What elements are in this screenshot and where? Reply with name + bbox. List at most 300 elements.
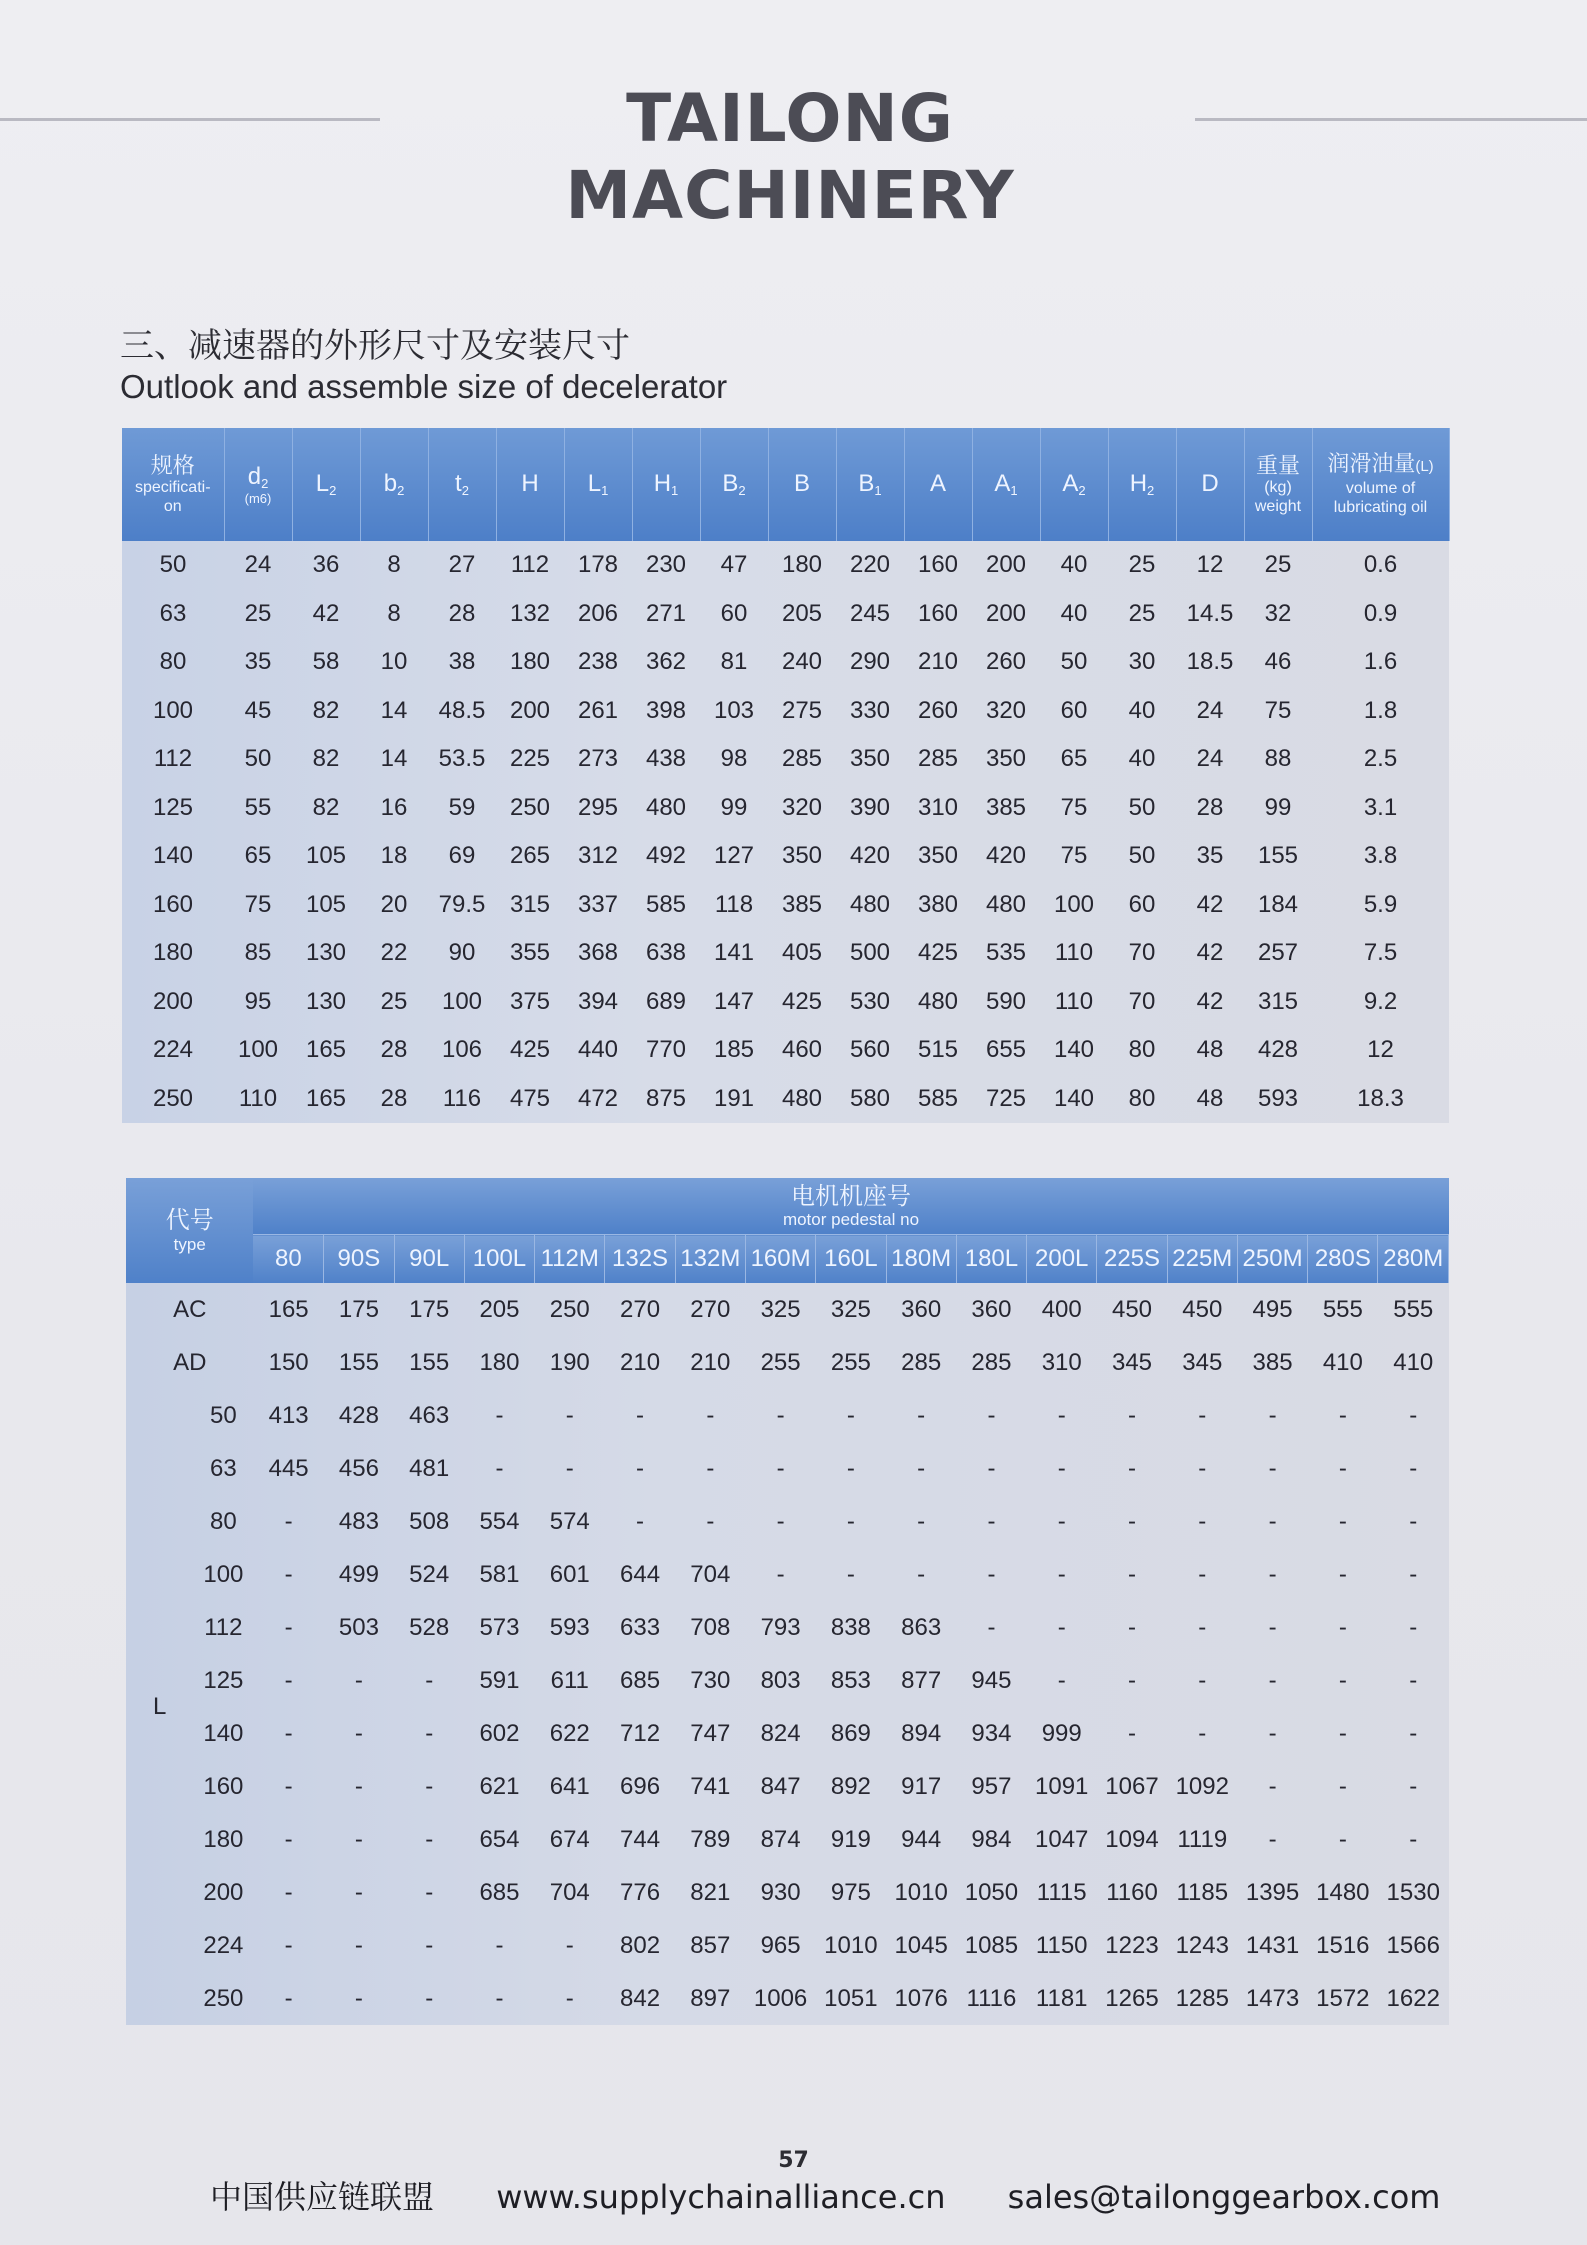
value-cell: 1010: [824, 1931, 878, 1959]
value-cell: 1.6: [1363, 648, 1398, 676]
value-cell: 25: [1264, 551, 1292, 579]
col-dim: $b_2$: [360, 428, 428, 541]
header-rule-left: [0, 118, 380, 121]
ac-label: AC: [173, 1295, 207, 1323]
footer-email[interactable]: sales@tailonggearbox.com: [1007, 2178, 1441, 2216]
value-cell: 337: [577, 890, 619, 918]
value-cell: 499: [338, 1560, 379, 1588]
value-cell: 35: [1196, 842, 1224, 870]
table-row: [122, 687, 1449, 736]
value-cell: 463: [409, 1401, 450, 1429]
value-cell: 25: [244, 599, 272, 627]
value-cell: 265: [509, 842, 551, 870]
value-cell: 285: [917, 745, 959, 773]
value-cell: 110: [1054, 939, 1094, 967]
value-cell: 1622: [1386, 1984, 1440, 2012]
value-cell: 30: [1128, 648, 1156, 676]
spec-cell: 200: [152, 987, 194, 1015]
value-cell: 59: [448, 793, 476, 821]
value-cell: 273: [577, 745, 619, 773]
value-cell: 725: [985, 1084, 1027, 1112]
value-cell: -: [1409, 1454, 1418, 1482]
value-cell: 98: [720, 745, 748, 773]
col-weight: 重量 (kg) weight: [1244, 428, 1312, 541]
value-cell: -: [495, 1401, 504, 1429]
value-cell: 130: [305, 987, 347, 1015]
value-cell: 425: [509, 1036, 551, 1064]
value-cell: 585: [645, 890, 687, 918]
value-cell: 205: [479, 1295, 520, 1323]
table-row: [126, 1548, 1449, 1601]
value-cell: 185: [713, 1036, 755, 1064]
value-cell: 744: [620, 1825, 661, 1853]
spec-cell: 224: [203, 1931, 244, 1959]
table-row: [122, 929, 1449, 978]
l-label: L: [152, 1693, 167, 1720]
value-cell: 622: [549, 1719, 590, 1747]
value-cell: -: [284, 1772, 293, 1800]
value-cell: 500: [849, 939, 891, 967]
value-cell: 60: [720, 599, 748, 627]
col-type: 代号 type: [126, 1178, 253, 1283]
table-row: [122, 590, 1449, 639]
value-cell: 100: [441, 987, 483, 1015]
value-cell: 24: [244, 551, 272, 579]
value-cell: 42: [312, 599, 340, 627]
value-cell: -: [1338, 1560, 1347, 1588]
value-cell: 180: [479, 1348, 520, 1376]
value-cell: 573: [479, 1613, 520, 1641]
spec-cell: 250: [203, 1984, 244, 2012]
spec-cell: 160: [203, 1772, 244, 1800]
value-cell: 210: [620, 1348, 661, 1376]
value-cell: 28: [380, 1036, 408, 1064]
spec-cell: 140: [203, 1719, 244, 1747]
value-cell: -: [1268, 1719, 1277, 1747]
value-cell: 1530: [1386, 1878, 1440, 1906]
value-cell: 325: [760, 1295, 801, 1323]
value-cell: -: [636, 1401, 645, 1429]
value-cell: -: [1057, 1666, 1066, 1694]
value-cell: -: [425, 1772, 434, 1800]
col-dim: B: [768, 428, 836, 541]
value-cell: -: [846, 1401, 855, 1429]
value-cell: -: [1198, 1719, 1207, 1747]
value-cell: 28: [380, 1084, 408, 1112]
value-cell: -: [1128, 1401, 1136, 1429]
value-cell: 857: [690, 1931, 731, 1959]
value-cell: 325: [830, 1295, 871, 1323]
table-row: [126, 1813, 1449, 1866]
spec-cell: 80: [159, 648, 187, 676]
value-cell: 641: [549, 1772, 590, 1800]
value-cell: 155: [338, 1348, 379, 1376]
value-cell: -: [565, 1401, 574, 1429]
value-cell: 20: [380, 890, 408, 918]
value-cell: 46: [1264, 648, 1292, 676]
value-cell: 320: [985, 696, 1027, 724]
value-cell: 175: [409, 1295, 450, 1323]
value-cell: 50: [1128, 842, 1156, 870]
value-cell: 863: [901, 1613, 942, 1641]
value-cell: 585: [917, 1084, 959, 1112]
value-cell: 75: [244, 890, 272, 918]
value-cell: 770: [645, 1036, 687, 1064]
value-cell: -: [1128, 1719, 1136, 1747]
col-motor-size: 225S: [1097, 1235, 1167, 1284]
col-motor-pedestal: 电机机座号 motor pedestal no: [253, 1178, 1448, 1235]
value-cell: 42: [1196, 890, 1224, 918]
col-motor-size: 180L: [956, 1235, 1026, 1284]
value-cell: -: [1198, 1613, 1207, 1641]
value-cell: 696: [620, 1772, 661, 1800]
table-row-ad: [126, 1336, 1449, 1389]
col-dim: $t_2$: [428, 428, 496, 541]
value-cell: 82: [312, 793, 340, 821]
value-cell: 155: [1257, 842, 1299, 870]
spec-cell: 250: [152, 1084, 194, 1112]
value-cell: 275: [781, 696, 823, 724]
value-cell: 747: [690, 1719, 731, 1747]
motor-table: [126, 1178, 1449, 2025]
value-cell: 75: [1060, 842, 1088, 870]
value-cell: -: [1409, 1560, 1418, 1588]
value-cell: 36: [312, 551, 340, 579]
value-cell: 116: [442, 1084, 482, 1112]
value-cell: 934: [971, 1719, 1012, 1747]
value-cell: -: [284, 1666, 293, 1694]
value-cell: 82: [312, 745, 340, 773]
value-cell: 1092: [1175, 1772, 1229, 1800]
table-row: [126, 1972, 1449, 2025]
value-cell: 250: [549, 1295, 590, 1323]
value-cell: 877: [901, 1666, 942, 1694]
spec-cell: 140: [152, 842, 194, 870]
col-motor-size: 160L: [816, 1235, 886, 1284]
col-dim: $L_2$: [292, 428, 360, 541]
value-cell: -: [284, 1560, 293, 1588]
value-cell: -: [1409, 1613, 1418, 1641]
value-cell: 1395: [1245, 1878, 1300, 1906]
ad-label: AD: [173, 1348, 207, 1376]
table-row: [126, 1866, 1449, 1919]
section-title-en: Outlook and assemble size of decelerator: [120, 368, 728, 405]
spec-cell: 63: [159, 599, 187, 627]
value-cell: 655: [985, 1036, 1027, 1064]
value-cell: -: [495, 1454, 504, 1482]
value-cell: -: [284, 1825, 293, 1853]
value-cell: 2.5: [1363, 745, 1398, 773]
value-cell: 38: [448, 648, 476, 676]
value-cell: 1010: [894, 1878, 948, 1906]
value-cell: 130: [305, 939, 347, 967]
table-row: [126, 1389, 1449, 1442]
col-motor-size: 132S: [605, 1235, 675, 1284]
value-cell: 9.2: [1363, 987, 1398, 1015]
value-cell: 320: [781, 793, 823, 821]
value-cell: -: [1338, 1454, 1347, 1482]
value-cell: 330: [849, 696, 891, 724]
value-cell: 390: [849, 793, 891, 821]
value-cell: 481: [409, 1454, 450, 1482]
value-cell: 420: [985, 842, 1027, 870]
value-cell: 838: [830, 1613, 871, 1641]
value-cell: -: [284, 1507, 293, 1535]
value-cell: 789: [690, 1825, 731, 1853]
value-cell: 638: [645, 939, 687, 967]
value-cell: -: [1268, 1613, 1277, 1641]
value-cell: -: [706, 1454, 715, 1482]
value-cell: 69: [448, 842, 476, 870]
value-cell: 975: [830, 1878, 871, 1906]
value-cell: -: [776, 1401, 785, 1429]
value-cell: 48.5: [438, 696, 486, 724]
value-cell: 1431: [1245, 1931, 1300, 1959]
value-cell: 75: [1264, 696, 1292, 724]
dimensions-body: [122, 541, 1449, 1123]
value-cell: 1566: [1386, 1931, 1440, 1959]
value-cell: 150: [268, 1348, 309, 1376]
value-cell: 24: [1196, 745, 1224, 773]
value-cell: -: [1409, 1401, 1418, 1429]
value-cell: -: [917, 1401, 926, 1429]
value-cell: 1006: [753, 1984, 808, 2012]
value-cell: 530: [849, 987, 891, 1015]
value-cell: 7.5: [1363, 939, 1398, 967]
value-cell: 112: [510, 551, 550, 579]
value-cell: 225: [509, 745, 551, 773]
value-cell: -: [1338, 1507, 1347, 1535]
value-cell: 654: [479, 1825, 520, 1853]
col-motor-size: 112M: [535, 1235, 605, 1284]
value-cell: 892: [830, 1772, 871, 1800]
value-cell: -: [987, 1560, 996, 1588]
value-cell: 184: [1257, 890, 1299, 918]
value-cell: 515: [917, 1036, 959, 1064]
value-cell: 160: [917, 599, 959, 627]
value-cell: 75: [1060, 793, 1088, 821]
col-dim: $A_2$: [1040, 428, 1108, 541]
value-cell: -: [987, 1401, 996, 1429]
value-cell: 1091: [1035, 1772, 1089, 1800]
value-cell: 425: [781, 987, 823, 1015]
value-cell: 12: [1367, 1036, 1394, 1064]
value-cell: 260: [985, 648, 1027, 676]
value-cell: 428: [338, 1401, 379, 1429]
value-cell: 350: [917, 842, 959, 870]
spec-cell: 112: [204, 1613, 243, 1641]
table-row: [126, 1760, 1449, 1813]
spec-cell: 63: [210, 1454, 237, 1482]
value-cell: 345: [1182, 1348, 1223, 1376]
value-cell: 95: [244, 987, 272, 1015]
value-cell: -: [917, 1560, 926, 1588]
value-cell: -: [1409, 1772, 1418, 1800]
value-cell: 385: [985, 793, 1027, 821]
value-cell: 315: [1257, 987, 1299, 1015]
value-cell: 689: [645, 987, 687, 1015]
value-cell: 385: [1252, 1348, 1293, 1376]
value-cell: 591: [479, 1666, 520, 1694]
value-cell: 110: [238, 1084, 278, 1112]
value-cell: 140: [1053, 1036, 1095, 1064]
value-cell: 793: [760, 1613, 801, 1641]
value-cell: 50: [244, 745, 272, 773]
value-cell: 257: [1257, 939, 1299, 967]
value-cell: 206: [577, 599, 619, 627]
col-motor-size: 100L: [464, 1235, 534, 1284]
value-cell: 405: [781, 939, 823, 967]
value-cell: -: [354, 1984, 363, 2012]
value-cell: 704: [549, 1878, 590, 1906]
footer-website[interactable]: www.supplychainalliance.cn: [496, 2178, 946, 2216]
col-motor-size: 180M: [886, 1235, 956, 1284]
value-cell: -: [354, 1931, 363, 1959]
value-cell: 1223: [1105, 1931, 1159, 1959]
value-cell: -: [1057, 1454, 1066, 1482]
value-cell: -: [846, 1507, 855, 1535]
table-row: [122, 1075, 1449, 1124]
spec-cell: 200: [203, 1878, 244, 1906]
value-cell: 3.8: [1363, 842, 1398, 870]
value-cell: 32: [1264, 599, 1292, 627]
col-d2: $d_2$ (m6): [224, 428, 292, 541]
value-cell: 48: [1196, 1084, 1224, 1112]
value-cell: 285: [971, 1348, 1012, 1376]
value-cell: 368: [577, 939, 619, 967]
value-cell: -: [1409, 1719, 1418, 1747]
value-cell: 380: [917, 890, 959, 918]
table-row: [122, 1026, 1449, 1075]
value-cell: 965: [760, 1931, 801, 1959]
value-cell: 240: [781, 648, 823, 676]
value-cell: 79.5: [438, 890, 486, 918]
col-motor-size: 160M: [745, 1235, 815, 1284]
value-cell: 535: [985, 939, 1027, 967]
value-cell: 70: [1128, 939, 1156, 967]
value-cell: 255: [830, 1348, 871, 1376]
value-cell: 60: [1060, 696, 1088, 724]
value-cell: 261: [577, 696, 619, 724]
value-cell: 480: [985, 890, 1027, 918]
value-cell: 8: [387, 551, 401, 579]
footer-org: 中国供应链联盟: [210, 2178, 435, 2216]
value-cell: -: [284, 1719, 293, 1747]
value-cell: 190: [549, 1348, 590, 1376]
value-cell: 191: [713, 1084, 755, 1112]
value-cell: 480: [645, 793, 687, 821]
value-cell: -: [1198, 1401, 1207, 1429]
value-cell: 394: [577, 987, 619, 1015]
value-cell: -: [706, 1401, 715, 1429]
value-cell: 1.8: [1363, 696, 1398, 724]
value-cell: 894: [901, 1719, 942, 1747]
value-cell: 741: [690, 1772, 731, 1800]
value-cell: -: [565, 1984, 574, 2012]
value-cell: 919: [830, 1825, 871, 1853]
value-cell: 621: [479, 1772, 520, 1800]
col-dim: $B_1$: [836, 428, 904, 541]
value-cell: 1243: [1175, 1931, 1229, 1959]
value-cell: 165: [305, 1084, 347, 1112]
value-cell: -: [636, 1507, 645, 1535]
col-motor-size: 132M: [675, 1235, 745, 1284]
value-cell: 210: [917, 648, 959, 676]
value-cell: -: [354, 1666, 363, 1694]
value-cell: 25: [1128, 599, 1156, 627]
value-cell: 593: [549, 1613, 590, 1641]
value-cell: -: [354, 1719, 363, 1747]
value-cell: -: [1057, 1613, 1066, 1641]
value-cell: 255: [760, 1348, 801, 1376]
table-row: [122, 735, 1449, 784]
value-cell: 1572: [1316, 1984, 1370, 2012]
motor-header-row-2: [126, 1235, 1449, 1284]
col-dim: H: [496, 428, 564, 541]
value-cell: 200: [985, 551, 1027, 579]
col-dim: D: [1176, 428, 1244, 541]
value-cell: 70: [1128, 987, 1156, 1015]
col-dim: $H_1$: [632, 428, 700, 541]
value-cell: 957: [971, 1772, 1012, 1800]
value-cell: 14: [380, 745, 408, 773]
value-cell: 88: [1264, 745, 1292, 773]
value-cell: 165: [268, 1295, 309, 1323]
value-cell: 8: [387, 599, 401, 627]
value-cell: 180: [509, 648, 551, 676]
value-cell: 28: [1196, 793, 1224, 821]
value-cell: 480: [849, 890, 891, 918]
value-cell: 1150: [1035, 1931, 1088, 1959]
value-cell: -: [1409, 1825, 1418, 1853]
value-cell: 1265: [1105, 1984, 1159, 2012]
value-cell: -: [1057, 1560, 1066, 1588]
value-cell: 295: [577, 793, 619, 821]
value-cell: 1285: [1175, 1984, 1229, 2012]
value-cell: -: [1198, 1507, 1207, 1535]
value-cell: 1160: [1106, 1878, 1158, 1906]
value-cell: 999: [1041, 1719, 1082, 1747]
value-cell: 132: [509, 599, 551, 627]
value-cell: 853: [830, 1666, 871, 1694]
spec-cell: 160: [152, 890, 194, 918]
value-cell: 930: [760, 1878, 801, 1906]
header-rule-right: [1195, 118, 1587, 121]
value-cell: 1119: [1177, 1825, 1228, 1853]
value-cell: 55: [244, 793, 272, 821]
value-cell: 40: [1060, 551, 1088, 579]
value-cell: 65: [244, 842, 272, 870]
value-cell: 1094: [1105, 1825, 1159, 1853]
value-cell: 1076: [894, 1984, 948, 2012]
value-cell: 345: [1111, 1348, 1153, 1376]
value-cell: 155: [409, 1348, 450, 1376]
value-cell: 503: [338, 1613, 379, 1641]
value-cell: 984: [971, 1825, 1012, 1853]
value-cell: 50: [1128, 793, 1156, 821]
value-cell: 480: [917, 987, 959, 1015]
value-cell: 1181: [1035, 1984, 1088, 2012]
value-cell: 508: [409, 1507, 450, 1535]
value-cell: 1085: [964, 1931, 1019, 1959]
value-cell: 99: [720, 793, 748, 821]
value-cell: -: [1338, 1666, 1347, 1694]
value-cell: 271: [645, 599, 687, 627]
value-cell: -: [1338, 1719, 1347, 1747]
value-cell: -: [284, 1984, 293, 2012]
value-cell: -: [1057, 1401, 1066, 1429]
value-cell: 105: [305, 890, 347, 918]
